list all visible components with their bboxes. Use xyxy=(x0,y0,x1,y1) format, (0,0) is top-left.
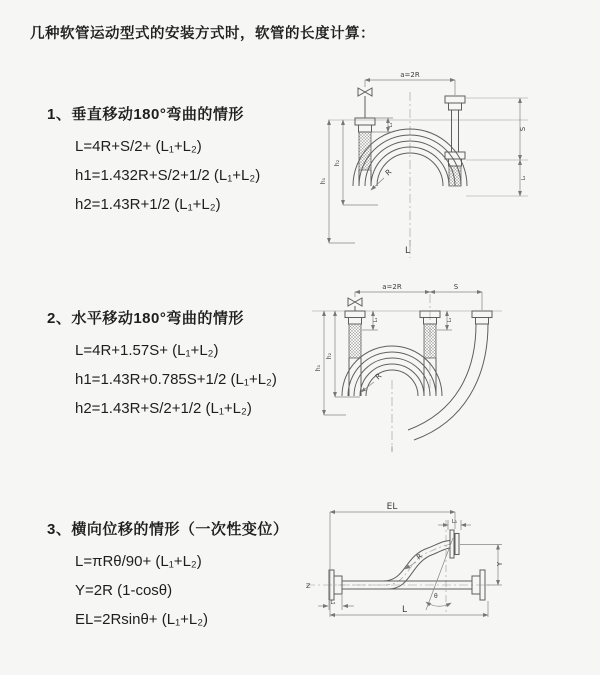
braided-section-middle xyxy=(424,324,436,358)
dim-label-h2: h₂ xyxy=(334,159,341,167)
dim-label-a2r: a=2R xyxy=(400,71,420,79)
formula-y: Y=2R (1-cosθ) xyxy=(75,582,173,599)
axis-label-z: Z xyxy=(306,582,311,590)
dim-label-l2: L₂ xyxy=(447,317,453,323)
dim-label-a2r: a=2R xyxy=(382,283,402,291)
formula-h2: h2=1.43R+1/2 (L₁+L₂) xyxy=(75,196,221,213)
section-lateral-displacement xyxy=(47,521,288,628)
dim-label-h1: h₁ xyxy=(320,177,327,185)
valve-icon xyxy=(358,88,372,96)
displaced-hose-wall xyxy=(342,548,450,589)
formula-length: L=4R+1.57S+ (L₁+L₂) xyxy=(75,342,219,359)
page-title: 几种软管运动型式的安装方式时，软管的长度计算： xyxy=(30,26,375,42)
radius-label: R xyxy=(415,552,425,562)
dim-label-y: Y xyxy=(496,561,504,567)
formula-h2: h2=1.43R+S/2+1/2 (L₁+L₂) xyxy=(75,400,252,417)
hose-body xyxy=(329,530,485,600)
formula-length: L=4R+S/2+ (L₁+L₂) xyxy=(75,138,202,155)
valve-icon xyxy=(348,298,362,306)
dim-label-h1: h₁ xyxy=(315,364,322,372)
shifted-flange xyxy=(472,311,492,318)
dim-label-l1: L₁ xyxy=(373,317,379,323)
left-flange xyxy=(345,311,365,318)
dim-label-s: S xyxy=(453,283,459,291)
dim-label-l1: L₁ xyxy=(451,519,458,525)
braided-section-left xyxy=(349,324,361,358)
dim-label-h2: h₂ xyxy=(326,352,333,360)
length-label: L xyxy=(402,605,408,615)
formula-el: EL=2Rsinθ+ (L₁+L₂) xyxy=(75,611,209,628)
hose-body xyxy=(353,88,467,186)
formula-h1: h1=1.43R+0.785S+1/2 (L₁+L₂) xyxy=(75,371,277,388)
angle-label: θ xyxy=(434,593,438,600)
radius-label: R xyxy=(373,371,384,382)
formula-h1: h1=1.432R+S/2+1/2 (L₁+L₂) xyxy=(75,167,261,184)
section-horizontal-180-bend xyxy=(47,310,277,417)
dim-label-el: EL xyxy=(386,502,398,512)
section-1-heading: 1、垂直移动180°弯曲的情形 xyxy=(47,106,244,123)
diagram-horizontal-180-bend xyxy=(298,280,600,470)
section-3-heading: 3、横向位移的情形（一次性变位） xyxy=(47,521,289,538)
section-vertical-180-bend xyxy=(47,106,260,213)
dimension-lines xyxy=(318,512,502,617)
hose-body xyxy=(342,298,492,440)
radius-label: R xyxy=(383,167,394,178)
left-flange xyxy=(355,118,375,125)
dim-label-l2: L₂ xyxy=(521,175,527,181)
dim-label-l2: L₂ xyxy=(330,600,336,606)
centerlines xyxy=(328,92,528,258)
length-label: L xyxy=(405,246,411,256)
dim-label-l1: L₁ xyxy=(388,122,394,128)
dim-label-s: S xyxy=(519,126,527,132)
right-flange-top xyxy=(445,96,465,103)
diagram-lateral-displacement xyxy=(298,498,600,658)
diagram-vertical-180-bend xyxy=(298,66,594,266)
section-2-heading: 2、水平移动180°弯曲的情形 xyxy=(47,310,244,327)
displaced-hose-wall xyxy=(342,541,450,582)
formula-length: L=πRθ/90+ (L₁+L₂) xyxy=(75,553,202,570)
right-flange-lower xyxy=(445,152,465,159)
